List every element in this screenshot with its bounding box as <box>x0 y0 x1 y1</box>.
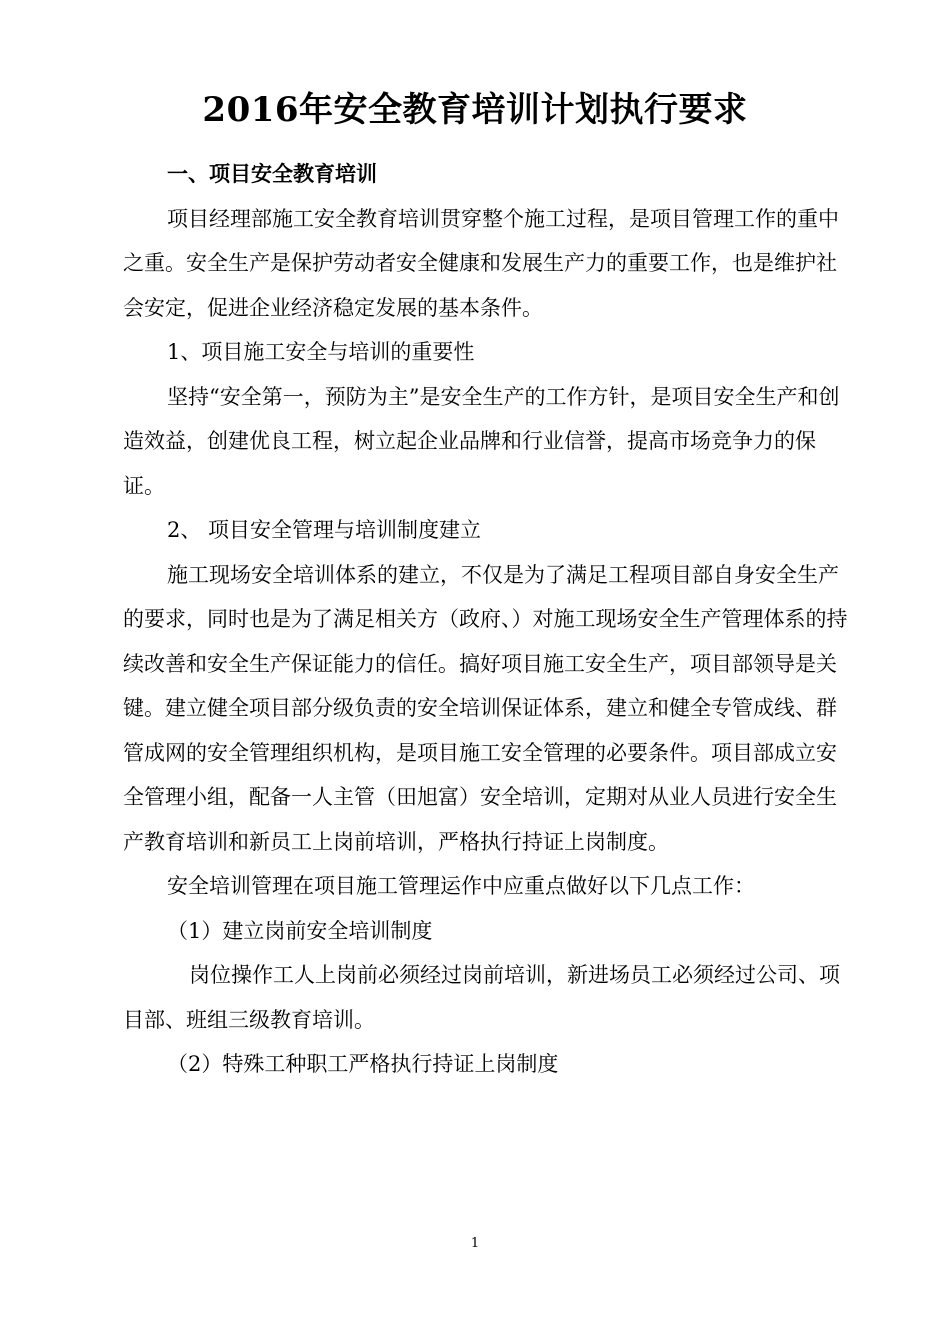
subsection-1-heading: 1、项目施工安全与培训的重要性 <box>167 340 475 364</box>
document-body <box>123 152 853 1087</box>
point-2-heading: （2）特殊工种职工严格执行持证上岗制度 <box>167 1052 559 1076</box>
intro-paragraph: 项目经理部施工安全教育培训贯穿整个施工过程，是项目管理工作的重中之重。安全生产是保护劳动者安全健康和发展生产力的重要工作，也是维护社会安定，促进企业经济稳定发展的基本条件。 <box>123 206 839 320</box>
subsection-2-heading: 2、 项目安全管理与培训制度建立 <box>167 518 482 542</box>
subsection-2-paragraph: 施工现场安全培训体系的建立，不仅是为了满足工程项目部自身安全生产的要求，同时也是为了满足相关方（政府、）对施工现场安全生产管理体系的持续改善和安全生产保证能力的信任。搞好项目施工安全生产，项目部领导是关键。建立健全项目部分级负责的安全培训保证体系，建立和健全专管成线、群管成网的安全管理组织机构，是项目施工安全管理的必要条件。项目部成立安全管理小组，配备一人主管（田旭富）安全培训，定期对从业人员进行安全生产教育培训和新员工上岗前培训，严格执行持证上岗制度。 <box>123 562 848 854</box>
point-1-paragraph: 岗位操作工人上岗前必须经过岗前培训，新进场员工必须经过公司、项目部、班组三级教育培训。 <box>123 963 840 1032</box>
section-heading: 一、项目安全教育培训 <box>167 161 377 186</box>
document-title: 2016年安全教育培训计划执行要求 <box>202 90 748 130</box>
point-1-heading: （1）建立岗前安全培训制度 <box>167 918 433 943</box>
key-points-intro: 安全培训管理在项目施工管理运作中应重点做好以下几点工作： <box>167 874 755 898</box>
subsection-1-paragraph: 坚持“安全第一，预防为主”是安全生产的工作方针，是项目安全生产和创造效益，创建优良工程，树立起企业品牌和行业信誉，提高市场竞争力的保证。 <box>123 384 840 498</box>
page-number: 1 <box>470 1236 480 1251</box>
